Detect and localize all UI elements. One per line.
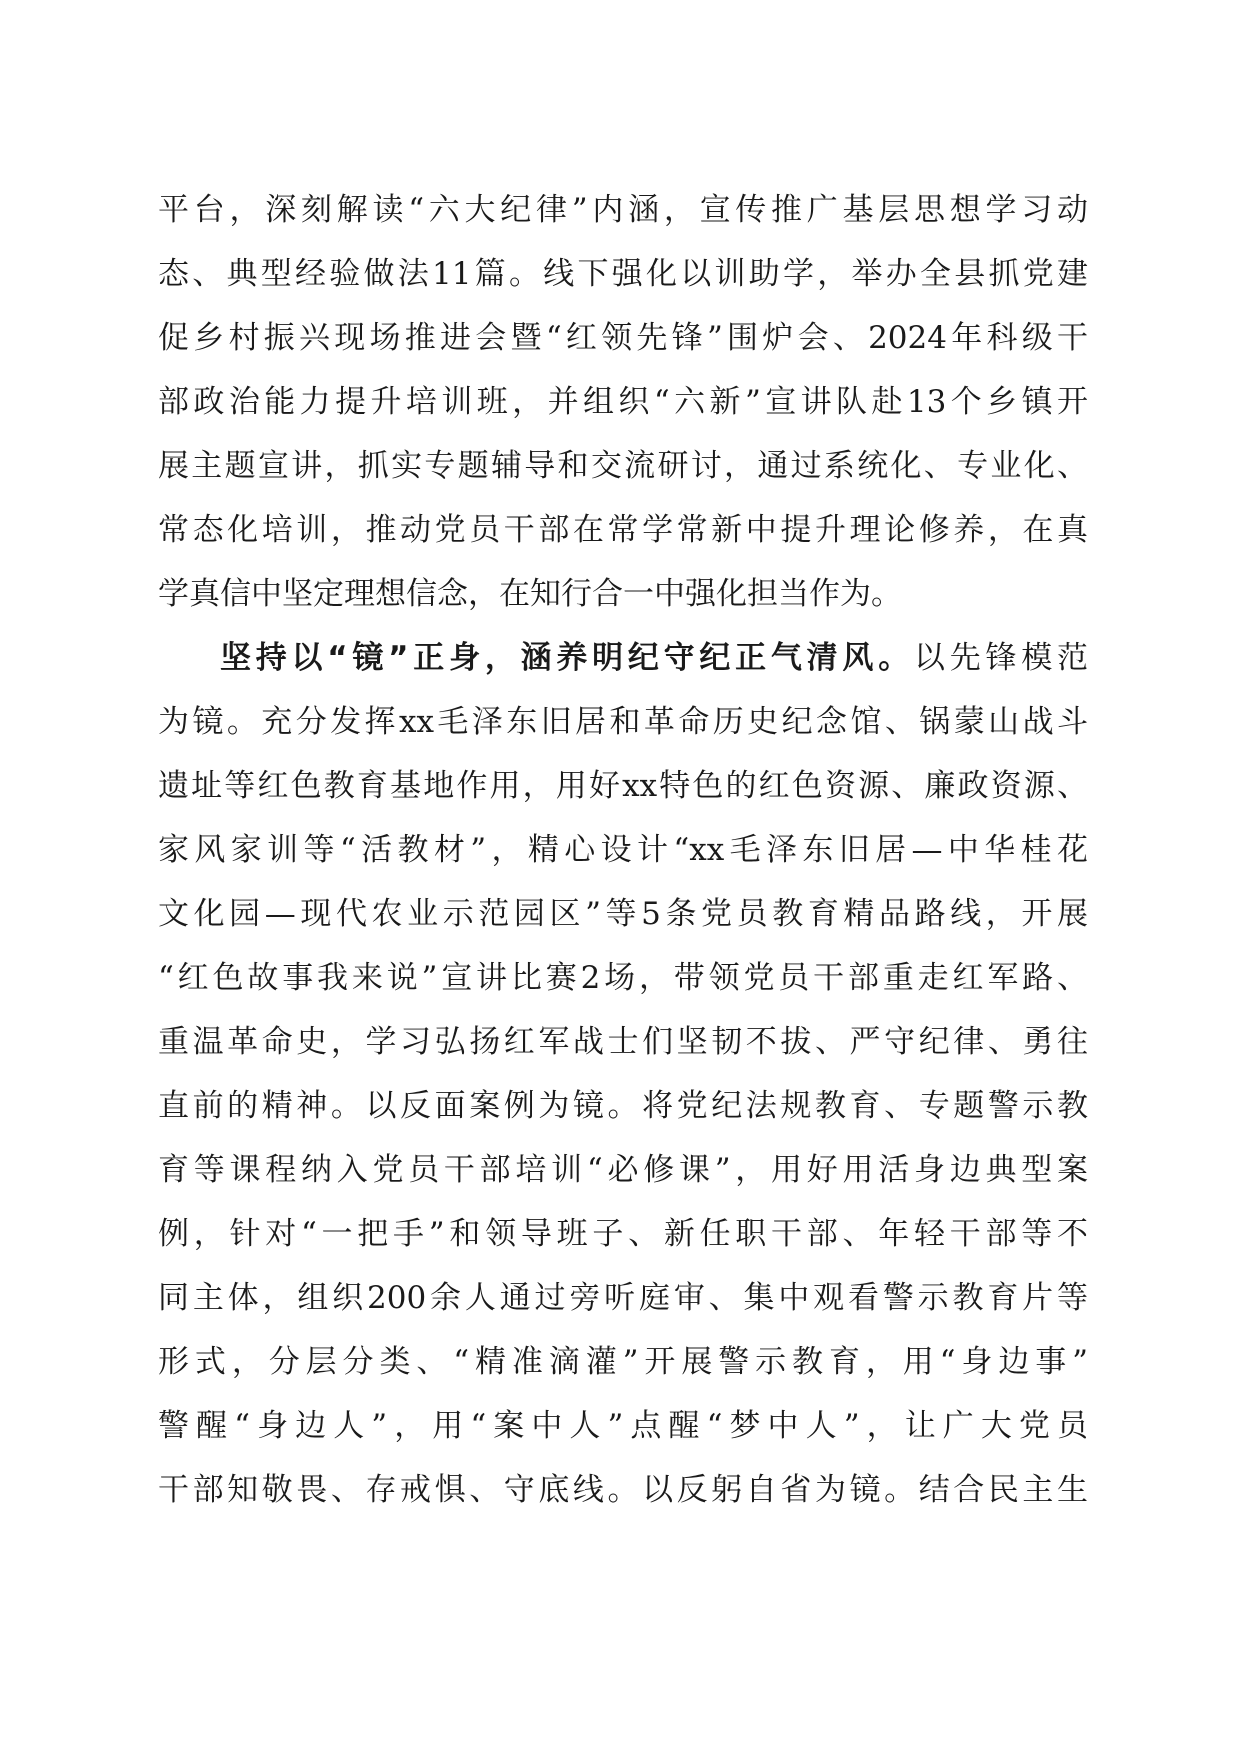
- heading-continuation: 以先锋模范: [913, 640, 1089, 676]
- text-line: 家风家训等“活教材”，精心设计“xx毛泽东旧居—中华桂花: [158, 832, 1088, 868]
- paragraph-1: [158, 178, 1088, 626]
- text-line: 态、典型经验做法11篇。线下强化以训助学，举办全县抓党建: [158, 256, 1088, 292]
- text-line: 例，针对“一把手”和领导班子、新任职干部、年轻干部等不: [158, 1216, 1088, 1252]
- text-line: 为镜。充分发挥xx毛泽东旧居和革命历史纪念馆、锅蒙山战斗: [158, 704, 1088, 740]
- text-line: 学真信中坚定理想信念，在知行合一中强化担当作为。: [158, 576, 902, 612]
- text-line: 常态化培训，推动党员干部在常学常新中提升理论修养，在真: [158, 512, 1088, 548]
- text-line: 警醒“身边人”，用“案中人”点醒“梦中人”，让广大党员: [158, 1408, 1088, 1444]
- text-line: 干部知敬畏、存戒惧、守底线。以反躬自省为镜。结合民主生: [158, 1472, 1088, 1508]
- document-body: [158, 178, 1088, 1522]
- text-line: 重温革命史，学习弘扬红军战士们坚韧不拔、严守纪律、勇往: [158, 1024, 1088, 1060]
- section-heading: 坚持以“镜”正身，涵养明纪守纪正气清风。: [220, 640, 914, 676]
- paragraph-2: [158, 626, 1088, 1522]
- text-line: 同主体，组织200余人通过旁听庭审、集中观看警示教育片等: [158, 1280, 1088, 1316]
- text-line: “红色故事我来说”宣讲比赛2场，带领党员干部重走红军路、: [158, 960, 1088, 996]
- text-line: 促乡村振兴现场推进会暨“红领先锋”围炉会、2024年科级干: [158, 320, 1088, 356]
- paragraph-first-line: [158, 626, 1088, 690]
- text-line: 部政治能力提升培训班，并组织“六新”宣讲队赴13个乡镇开: [158, 384, 1088, 420]
- text-line: 形式，分层分类、“精准滴灌”开展警示教育，用“身边事”: [158, 1344, 1088, 1380]
- text-line: 直前的精神。以反面案例为镜。将党纪法规教育、专题警示教: [158, 1088, 1088, 1124]
- text-line: 文化园—现代农业示范园区”等5条党员教育精品路线，开展: [158, 896, 1088, 932]
- text-line: 展主题宣讲，抓实专题辅导和交流研讨，通过系统化、专业化、: [158, 448, 1088, 484]
- text-line: 育等课程纳入党员干部培训“必修课”，用好用活身边典型案: [158, 1152, 1088, 1188]
- text-line: 遗址等红色教育基地作用，用好xx特色的红色资源、廉政资源、: [158, 768, 1088, 804]
- text-line: 平台，深刻解读“六大纪律”内涵，宣传推广基层思想学习动: [158, 192, 1088, 228]
